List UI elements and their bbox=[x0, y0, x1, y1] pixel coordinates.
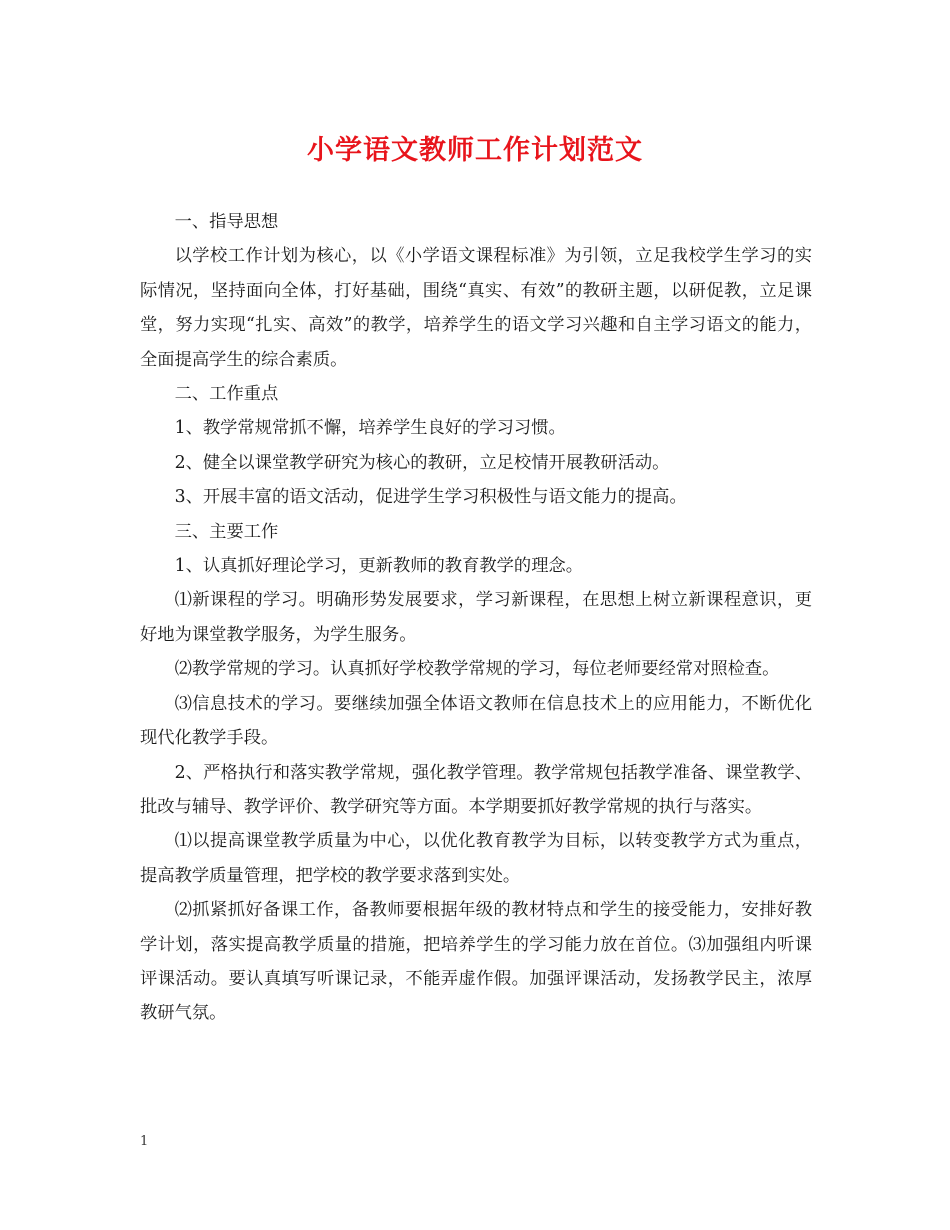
list-item: 2、健全以课堂教学研究为核心的教研，立足校情开展教研活动。 bbox=[174, 452, 670, 473]
sub-item: ⑵教学常规的学习。认真抓好学校教学常规的学习，每位老师要经常对照检查。 bbox=[174, 659, 780, 680]
section-heading-guiding-ideology: 一、指导思想 bbox=[174, 212, 279, 232]
page-number: 1 bbox=[140, 1134, 149, 1149]
list-item: 1、教学常规常抓不懈，培养学生良好的学习习惯。 bbox=[174, 418, 566, 439]
list-item: 1、认真抓好理论学习，更新教师的教育教学的理念。 bbox=[174, 556, 584, 577]
section-heading-work-focus: 二、工作重点 bbox=[174, 384, 279, 405]
list-item: 2、严格执行和落实教学常规，强化教学管理。教学常规包括教学准备、课堂教学、批改与辅导、教学评价、教学研究等方面。本学期要抓好教学常规的执行与落实。 bbox=[140, 762, 812, 817]
page-title: 小学语文教师工作计划范文 bbox=[307, 135, 643, 166]
sub-item: ⑶信息技术的学习。要继续加强全体语文教师在信息技术上的应用能力，不断优化现代化教学手段。 bbox=[140, 693, 812, 749]
sub-item: ⑴以提高课堂教学质量为中心，以优化教育教学为目标，以转变教学方式为重点，提高教学质量管理，把学校的教学要求落到实处。 bbox=[140, 831, 812, 886]
sub-item: ⑵抓紧抓好备课工作，备教师要根据年级的教材特点和学生的接受能力，安排好教学计划，落实提高教学质量的措施，把培养学生的学习能力放在首位。⑶加强组内听课评课活动。要认真填写听课记录，不能弄虚作假。加强评课活动，发扬教学民主，浓厚教研气氛。 bbox=[140, 900, 812, 1024]
list-item: 3、开展丰富的语文活动，促进学生学习积极性与语文能力的提高。 bbox=[174, 487, 687, 508]
document-body bbox=[140, 205, 812, 1031]
section-heading-main-work: 三、主要工作 bbox=[174, 521, 279, 542]
paragraph: 以学校工作计划为核心，以《小学语文课程标准》为引领，立足我校学生学习的实际情况，坚持面向全体，打好基础，围绕“真实、有效”的教研主题，以研促教，立足课堂，努力实现“扎实、高效”的教学，培养学生的语文学习兴趣和自主学习语文的能力，全面提高学生的综合素质。 bbox=[140, 246, 812, 370]
sub-item: ⑴新课程的学习。明确形势发展要求，学习新课程，在思想上树立新课程意识，更好地为课堂教学服务，为学生服务。 bbox=[140, 590, 812, 645]
